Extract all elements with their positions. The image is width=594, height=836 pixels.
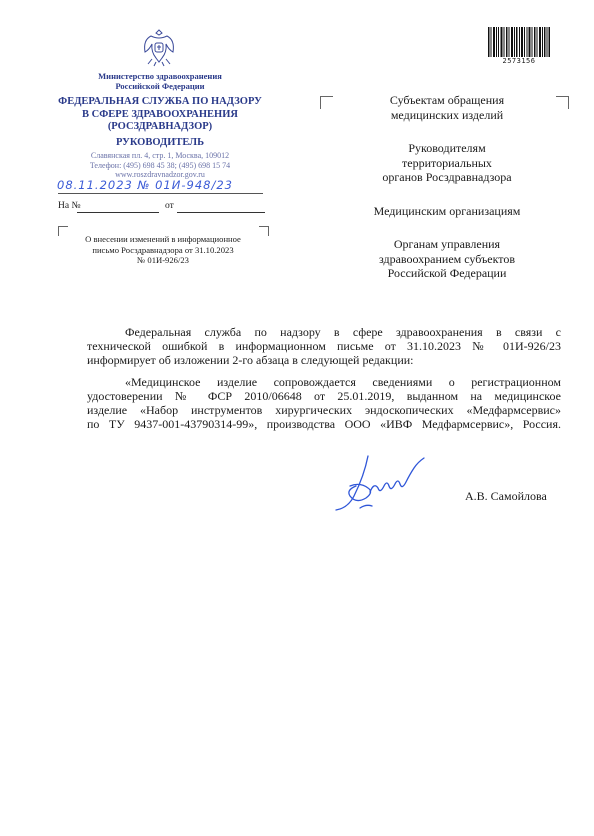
registration-underline xyxy=(58,193,263,194)
address-line-1: Славянская пл. 4, стр. 1, Москва, 109012 xyxy=(90,151,230,160)
subject-line-2: письмо Росздравнадзора от 31.10.2023 xyxy=(92,244,234,255)
ministry-name xyxy=(60,71,260,91)
recipient-line: здравоохранием субъектов xyxy=(378,251,516,266)
head-title: РУКОВОДИТЕЛЬ xyxy=(115,137,205,148)
reference-date-field xyxy=(177,212,265,213)
subject-line-3: № 01И-926/23 xyxy=(137,255,189,265)
recipient-line: Органам управления xyxy=(393,237,501,251)
recipient-group-3 xyxy=(328,204,566,219)
recipient-line: органов Росздравнадзора xyxy=(382,170,512,184)
recipient-line: Медицинским организациям xyxy=(373,204,521,218)
handwritten-signature xyxy=(330,448,440,518)
service-line-3: (РОСЗДРАВНАДЗОР) xyxy=(107,121,213,132)
barcode xyxy=(488,27,550,59)
coat-of-arms-emblem xyxy=(141,26,177,68)
service-name xyxy=(50,96,270,134)
service-line-2: В СФЕРЕ ЗДРАВООХРАНЕНИЯ xyxy=(82,108,238,120)
recipient-group-4 xyxy=(328,237,566,281)
body-paragraph-2-line-1: «Медицинское изделие сопровождается сведениями о регистрационном xyxy=(125,375,561,389)
reference-number-field xyxy=(77,212,159,213)
recipient-group-2 xyxy=(328,141,566,185)
body-paragraph-2-line-3: изделие «Набор инструментов хирургических эндоскопических «Медфармсервис» xyxy=(87,403,561,417)
body-paragraph-2-line-2: удостоверении № ФСР 2010/06648 от 25.01.2019, выданном на медицинское xyxy=(87,389,561,403)
barcode-number: 2573156 xyxy=(502,57,536,65)
subject-line-1: О внесении изменений в информационное xyxy=(85,234,241,244)
recipient-line: Субъектам обращения xyxy=(389,93,505,107)
body-paragraph-1-line-3: информирует об изложении 2-го абзаца в следующей редакции: xyxy=(87,353,414,367)
address-block xyxy=(55,151,265,180)
recipient-line: Руководителям xyxy=(408,141,486,155)
ministry-line-1: Министерство здравоохранения xyxy=(98,71,222,81)
body-paragraph-2-line-4: по ТУ 9437-001-43790314-99», производства ООО «ИВФ Медфармсервис», Россия. xyxy=(87,417,561,431)
subject-block xyxy=(58,234,268,266)
registration-handwritten: 08.11.2023 № 01И-948/23 xyxy=(57,178,233,192)
reference-number-label: На № xyxy=(58,201,81,211)
recipient-line: территориальных xyxy=(402,155,492,170)
reference-date-label: от xyxy=(165,201,174,211)
body-paragraph-1-line-2: технической ошибкой в информационном письме от 31.10.2023 № 01И-926/23 xyxy=(87,339,561,353)
body-paragraph-1-line-1: Федеральная служба по надзору в сфере здравоохранения в связи с xyxy=(125,325,561,339)
recipient-line: Российской Федерации xyxy=(387,266,507,280)
ministry-line-2: Российской Федерации xyxy=(115,81,205,91)
signer-name: А.В. Самойлова xyxy=(465,489,547,503)
recipient-line: медицинских изделий xyxy=(390,107,504,122)
address-line-2: Телефон: (495) 698 45 38; (495) 698 15 74 xyxy=(89,160,231,170)
service-line-1: ФЕДЕРАЛЬНАЯ СЛУЖБА ПО НАДЗОРУ xyxy=(58,96,262,107)
address-line-3: www.roszdravnadzor.gov.ru xyxy=(115,170,205,179)
recipient-group-1 xyxy=(328,93,566,122)
